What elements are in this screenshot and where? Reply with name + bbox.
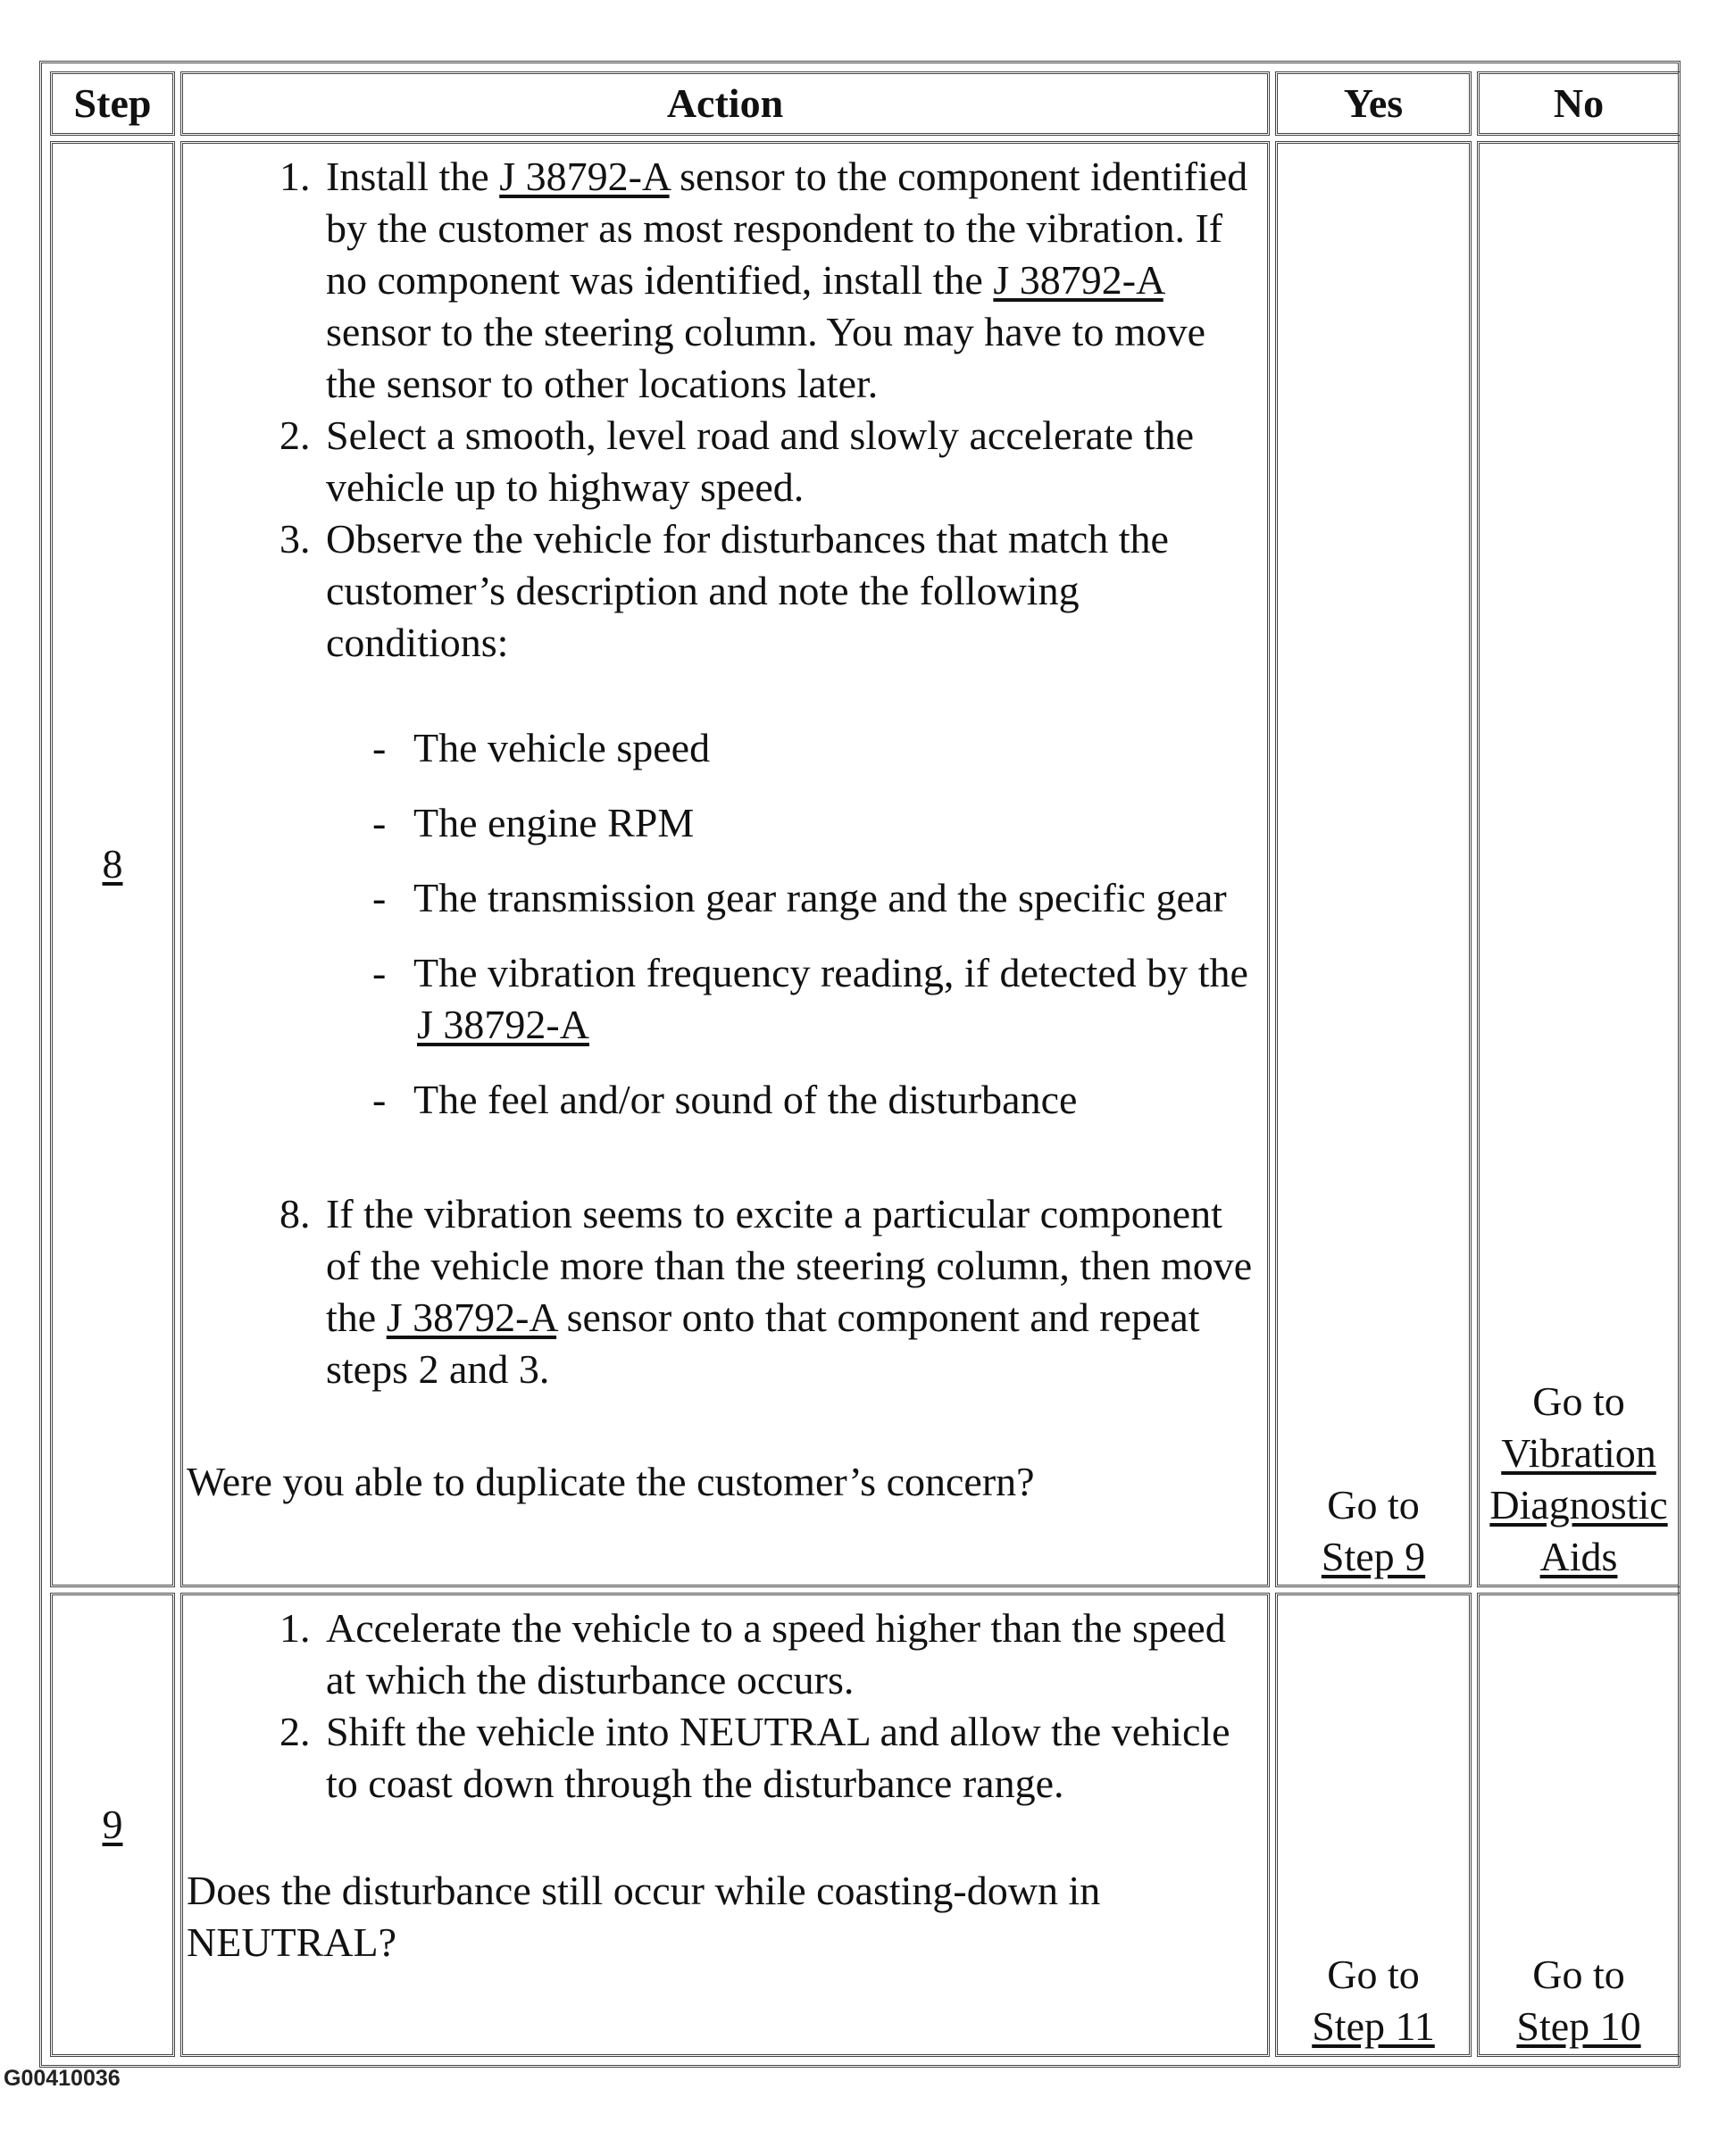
action-steps-list-continued	[187, 1188, 1263, 1395]
action-step-1: 1. Install the J 38792-A sensor to the component identified by the customer as most respondent to the vibration. If no component was identified, install the J 38792-A sensor to the steering column. You may have to move the sensor to other locations later.	[321, 151, 1263, 410]
step-number-cell	[50, 141, 175, 1587]
yes-cell	[1275, 1593, 1472, 2057]
condition-item: - The vehicle speed	[372, 725, 711, 770]
tool-link[interactable]: J 38792-A	[386, 1294, 557, 1340]
conditions-list	[187, 722, 1263, 1126]
action-cell	[180, 141, 1270, 1587]
tool-link[interactable]: J 38792-A	[993, 257, 1163, 303]
no-cell	[1477, 1593, 1680, 2057]
yes-prefix: Go to	[1327, 1482, 1420, 1528]
action-step-1: 1. Accelerate the vehicle to a speed higher than the speed at which the disturbance occurs.	[321, 1602, 1263, 1706]
condition-item: - The vibration frequency reading, if detected by the J 38792-A	[372, 950, 1248, 1047]
header-row	[50, 71, 1680, 136]
action-steps-list	[187, 151, 1263, 669]
step-question: Were you able to duplicate the customer’s concern?	[187, 1459, 1035, 1504]
action-step-3: 3. Observe the vehicle for disturbances that match the customer’s description and note the following conditions:	[321, 513, 1263, 669]
action-cell	[180, 1593, 1270, 2057]
header-yes: Yes	[1275, 71, 1472, 136]
no-link[interactable]: Vibration Diagnostic Aids	[1489, 1430, 1668, 1579]
figure-code: G00410036	[4, 2066, 121, 2091]
table-row-step-9	[50, 1593, 1680, 2057]
no-prefix: Go to	[1532, 1952, 1625, 1997]
diagnostic-table	[45, 66, 1686, 2062]
action-step-8: 8. If the vibration seems to excite a particular component of the vehicle more than the steering column, then move the J 38792-A sensor onto that component and repeat steps 2 and 3.	[321, 1188, 1263, 1395]
yes-link[interactable]: Step 9	[1321, 1534, 1426, 1579]
header-no: No	[1477, 71, 1680, 136]
step-9-link[interactable]: 9	[102, 1802, 123, 1847]
action-steps-list	[187, 1602, 1263, 1810]
yes-link[interactable]: Step 11	[1312, 2003, 1435, 2049]
action-step-2: 2. Select a smooth, level road and slowly accelerate the vehicle up to highway speed.	[321, 410, 1263, 513]
condition-item: - The feel and/or sound of the disturbance	[372, 1077, 1078, 1122]
no-prefix: Go to	[1532, 1378, 1625, 1424]
step-question: Does the disturbance still occur while coasting-down in NEUTRAL?	[187, 1868, 1101, 1965]
no-cell	[1477, 141, 1680, 1587]
action-step-2: 2. Shift the vehicle into NEUTRAL and allow the vehicle to coast down through the disturbance range.	[321, 1706, 1263, 1810]
yes-prefix: Go to	[1327, 1952, 1420, 1997]
header-action: Action	[180, 71, 1270, 136]
no-link[interactable]: Step 10	[1516, 2003, 1641, 2049]
table-row-step-8	[50, 141, 1680, 1587]
tool-link[interactable]: J 38792-A	[499, 154, 670, 199]
step-number-cell	[50, 1593, 175, 2057]
header-step: Step	[50, 71, 175, 136]
tool-link[interactable]: J 38792-A	[417, 1002, 589, 1047]
step-8-link[interactable]: 8	[102, 841, 123, 887]
condition-item: - The transmission gear range and the specific gear	[372, 875, 1227, 920]
condition-item: - The engine RPM	[372, 800, 695, 845]
yes-cell	[1275, 141, 1472, 1587]
